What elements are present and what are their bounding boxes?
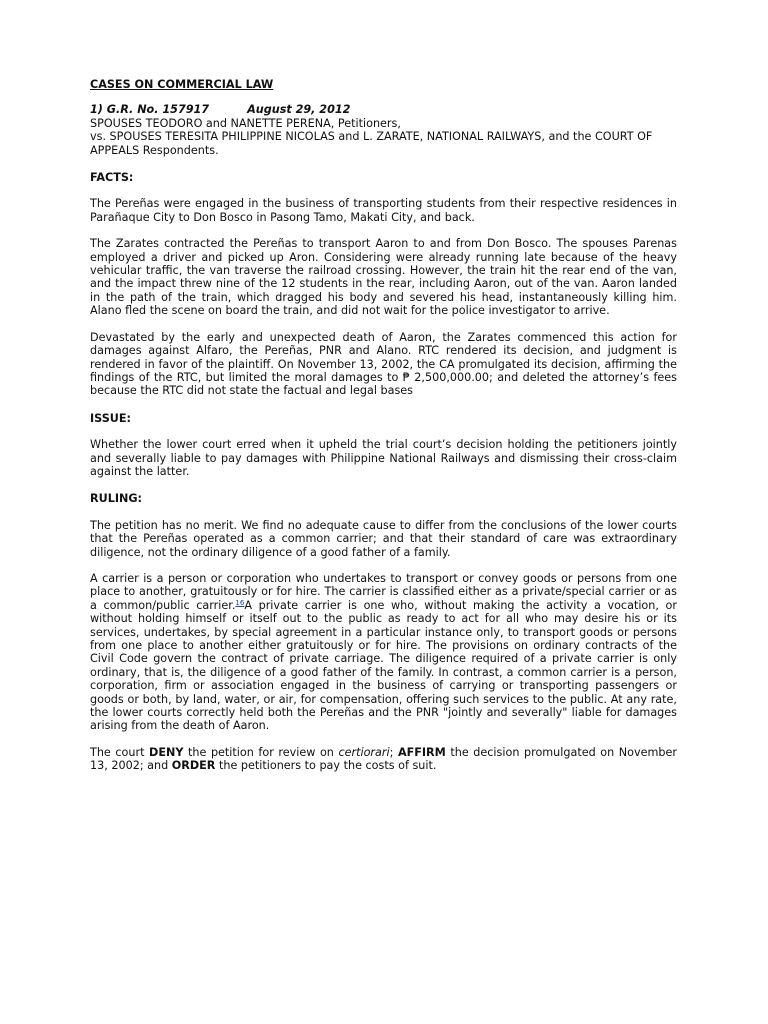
facts-paragraph-2: The Zarates contracted the Pereñas to transport Aaron to and from Don Bosco. The spouses Parenas employed a driver and picked up Aron. Considering were already running late because of the heavy vehicular traffic, the van traverse the railroad crossing. However, the train hit the rear end of the van, and the impact threw nine of the 12 students in the rear, including Aaron, out of the van. Aaron landed in the path of the train, which dragged his body and severed his head, instantaneously killing him. Alano fled the scene on board the train, and did not wait for the police investigator to arrive.	[90, 237, 677, 318]
facts-paragraph-1: The Pereñas were engaged in the business of transporting students from their respective residences in Parañaque City to Don Bosco in Pasong Tamo, Makati City, and back.	[90, 197, 677, 224]
ruling-paragraph-3	[90, 746, 677, 773]
ruling-paragraph-1: The petition has no merit. We find no adequate cause to differ from the conclusions of the lower courts that the Pereñas operated as a common carrier; and that their standard of care was extraordinary diligence, not the ordinary diligence of a good father of a family.	[90, 518, 677, 559]
dispositive-text-2: the petition for review on	[183, 745, 339, 759]
dispositive-order: ORDER	[171, 759, 216, 773]
issue-heading: ISSUE:	[90, 411, 131, 425]
ruling-heading: RULING:	[90, 492, 143, 506]
facts-paragraph-3: Devastated by the early and unexpected death of Aaron, the Zarates commenced this action for damages against Alfaro, the Pereñas, PNR and Alano. RTC rendered its decision, and judgment is rendered in favor of the plaintiff. On November 13, 2002, the CA promulgated its decision, affirming the findings of the RTC, but limited the moral damages to ₱ 2,500,000.00; and deleted the attorney’s fees because the RTC did not state the factual and legal bases	[90, 330, 677, 398]
footnote-link[interactable]: 16	[235, 598, 245, 607]
case-citation	[90, 103, 677, 116]
document-title: CASES ON COMMERCIAL LAW	[90, 78, 274, 91]
dispositive-affirm: AFFIRM	[397, 745, 446, 759]
case-number: 1) G.R. No. 157917	[90, 103, 210, 117]
respondents-line-2: APPEALS Respondents.	[90, 143, 219, 157]
dispositive-text-1: The court	[90, 745, 150, 759]
dispositive-text-3: ;	[389, 745, 398, 759]
petitioners: SPOUSES TEODORO and NANETTE PERENA, Petitioners,	[90, 116, 401, 130]
case-date: August 29, 2012	[247, 103, 351, 117]
issue-paragraph: Whether the lower court erred when it upheld the trial court’s decision holding the petitioners jointly and severally liable to pay damages with Philippine National Railways and dismissing their cross-claim against the latter.	[90, 438, 677, 478]
dispositive-certiorari: certiorari	[338, 745, 390, 759]
ruling-paragraph-2-part-1: A carrier is a person or corporation who undertakes to transport or convey goods or persons from one place to another, gratuitously or for hire. The carrier is classified either as a private/special carrier or as a common/public carrier.	[90, 571, 677, 612]
facts-heading: FACTS:	[90, 171, 134, 185]
ruling-paragraph-2	[90, 572, 677, 733]
dispositive-deny: DENY	[149, 745, 184, 759]
ruling-paragraph-2-part-2: A private carrier is one who, without making the activity a vocation, or without holding himself or itself out to the public as ready to act for all who may desire his or its services, undertakes, by special agreement in a particular instance only, to transport goods or persons from one place to another either gratuitously or for hire. The provisions on ordinary contracts of the Civil Code govern the contract of private carriage. The diligence required of a private carrier is only ordinary, that is, the diligence of a good father of the family. In contrast, a common carrier is a person, corporation, firm or association engaged in the business of carrying or transporting passengers or goods or both, by land, water, or air, for compensation, offering such services to the public. At any rate, the lower courts correctly held both the Pereñas and the PNR "jointly and severally" liable for damages arising from the death of Aaron.	[90, 598, 677, 733]
dispositive-text-4: the decision promulgated on November 13, 2002; and	[90, 745, 677, 773]
respondents-line-1: vs. SPOUSES TERESITA PHILIPPINE NICOLAS and L. ZARATE, NATIONAL RAILWAYS, and the COURT OF	[90, 130, 653, 144]
document-page	[90, 78, 677, 786]
dispositive-text-5: the petitioners to pay the costs of suit.	[215, 759, 437, 773]
